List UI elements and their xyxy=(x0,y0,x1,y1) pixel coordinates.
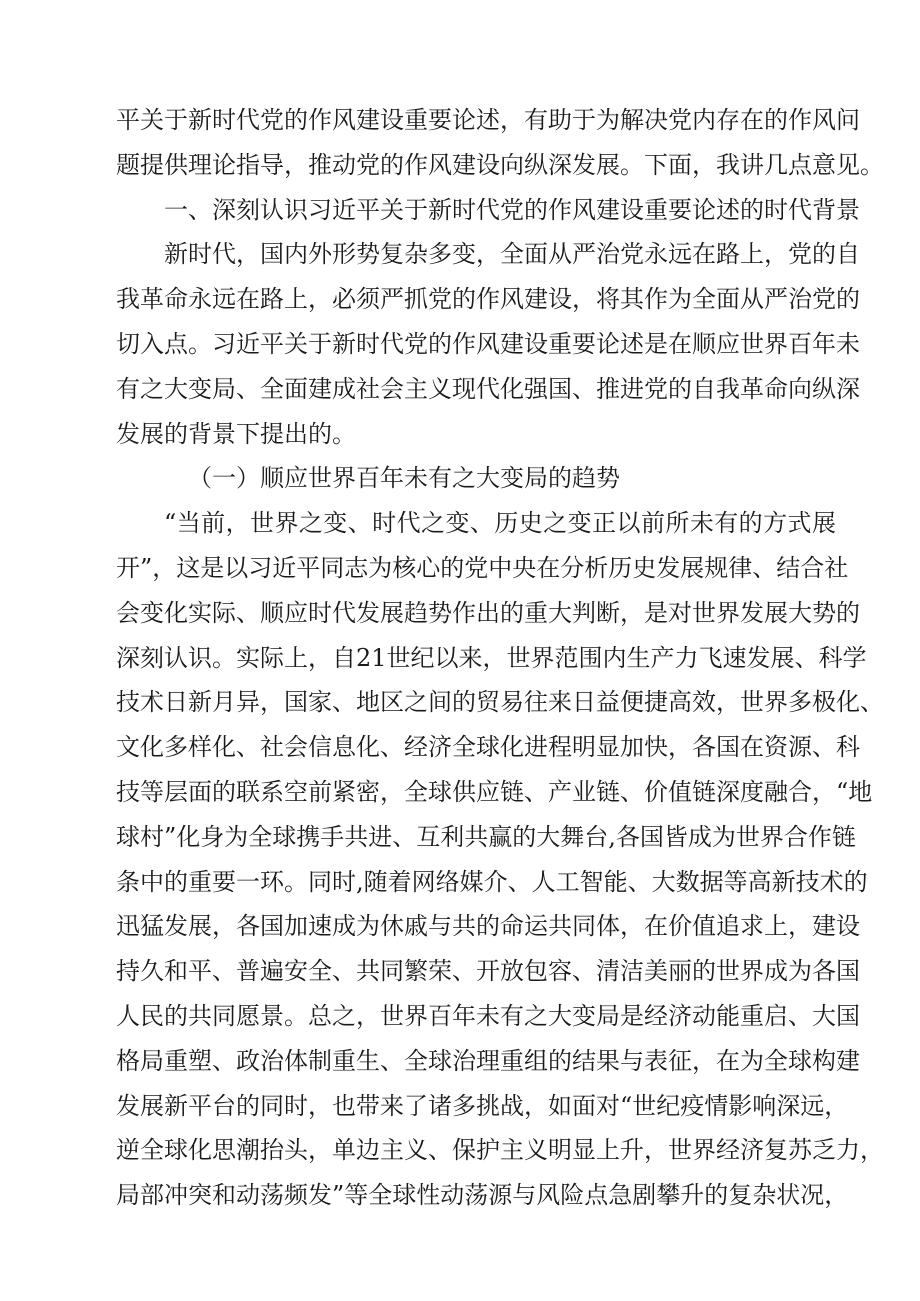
text-line: 技等层面的联系空前紧密，全球供应链、产业链、价值链深度融合，“地 xyxy=(116,777,873,806)
text-line: 会变化实际、顺应时代发展趋势作出的重大判断，是对世界发展大势的 xyxy=(116,598,860,627)
text-line: 局部冲突和动荡频发”等全球性动荡源与风险点急剧攀升的复杂状况， xyxy=(116,1181,849,1210)
text-line: 开”，这是以习近平同志为核心的党中央在分析历史发展规律、结合社 xyxy=(116,553,849,582)
text-line: 持久和平、普遍安全、共同繁荣、开放包容、清洁美丽的世界成为各国 xyxy=(116,957,860,986)
document-body xyxy=(116,98,884,1218)
text-line: 发展的背景下提出的。 xyxy=(116,419,356,448)
text-line: 有之大变局、全面建成社会主义现代化强国、推进党的自我革命向纵深 xyxy=(116,374,860,403)
text-line: 迅猛发展，各国加速成为休戚与共的命运共同体，在价值追求上，建设 xyxy=(116,912,860,941)
text-line: 技术日新月异，国家、地区之间的贸易往来日益便捷高效，世界多极化、 xyxy=(116,688,884,717)
text-line: 题提供理论指导，推动党的作风建设向纵深发展。下面，我讲几点意见。 xyxy=(116,150,884,179)
text-line: 发展新平台的同时，也带来了诸多挑战，如面对“世纪疫情影响深远， xyxy=(116,1091,849,1120)
text-line: 球村”化身为全球携手共进、互利共赢的大舞台,各国皆成为世界合作链 xyxy=(116,822,856,851)
subsection-heading: （一）顺应世界百年未有之大变局的趋势 xyxy=(188,464,620,493)
text-line: 切入点。习近平关于新时代党的作风建设重要论述是在顺应世界百年未 xyxy=(116,329,860,358)
text-line: 格局重塑、政治体制重生、全球治理重组的结果与表征，在为全球构建 xyxy=(116,1046,860,1075)
text-line: “当前，世界之变、时代之变、历史之变正以前所未有的方式展 xyxy=(164,509,836,538)
text-line: 新时代，国内外形势复杂多变，全面从严治党永远在路上，党的自 xyxy=(164,240,860,269)
text-line: 平关于新时代党的作风建设重要论述，有助于为解决党内存在的作风问 xyxy=(116,106,860,134)
text-line: 深刻认识。实际上，自21世纪以来，世界范围内生产力飞速发展、科学 xyxy=(116,643,867,672)
text-line: 文化多样化、社会信息化、经济全球化进程明显加快，各国在资源、科 xyxy=(116,733,860,762)
text-line: 我革命永远在路上，必须严抓党的作风建设，将其作为全面从严治党的 xyxy=(116,285,860,314)
text-line: 人民的共同愿景。总之，世界百年未有之大变局是经济动能重启、大国 xyxy=(116,1001,860,1030)
text-line: 逆全球化思潮抬头，单边主义、保护主义明显上升，世界经济复苏乏力， xyxy=(116,1136,884,1165)
section-heading: 一、深刻认识习近平关于新时代党的作风建设重要论述的时代背景 xyxy=(164,195,860,224)
text-line: 条中的重要一环。同时,随着网络媒介、人工智能、大数据等高新技术的 xyxy=(116,867,868,896)
